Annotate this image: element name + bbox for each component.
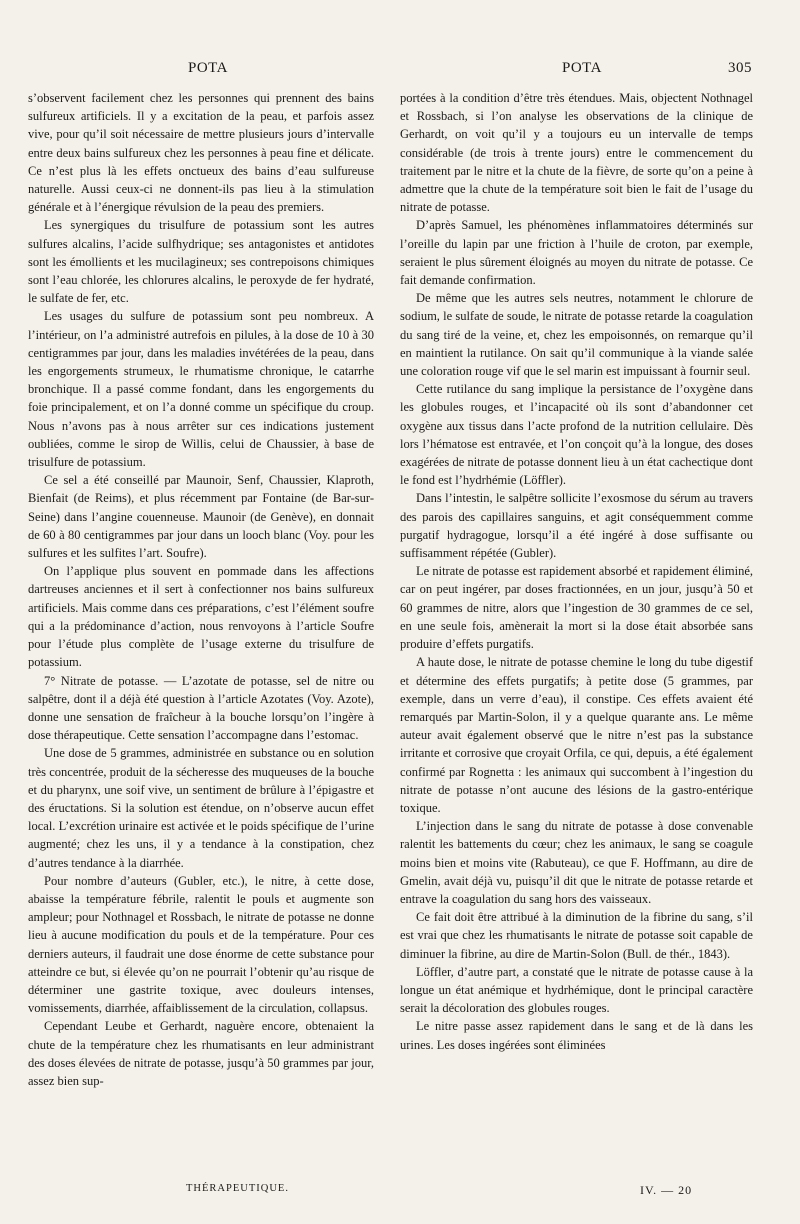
paragraph: Ce fait doit être attribué à la diminution de la fibrine du sang, s’il est vrai que chez les rhumatisants le nitrate de potasse soit capable de diminuer la fibrine, au dire de Martin-Solon (Bull. de thér., 1843).: [400, 910, 753, 961]
paragraph: Les usages du sulfure de potassium sont peu nombreux. A l’intérieur, on l’a administré autrefois en pilules, à la dose de 10 à 30 centigrammes par jour, dans les maladies invétérées de la peau, dans les engorgements strumeux, le rhumatisme chronique, le catarrhe bronchique. Il a passé comme fondant, dans les engorgements du foie principalement, et on l’a donné comme un spécifique du croup. Nous n’avons pas à nous arrêter sur ces indications justement oubliées, comme le sirop de Willis, celui de Chaussier, à base de trisulfure de potassium.: [28, 309, 374, 470]
paragraph: Le nitrate de potasse est rapidement absorbé et rapidement éliminé, car on peut ingérer, par doses fractionnées, en un jour, jusqu’à 50 et 60 grammes de nitre, alors que l’ingestion de 30 grammes de ce sel, en une seule fois, amènerait la mort si la dose était absorbée sans produire d’effets purgatifs.: [400, 564, 753, 652]
paragraph: Ce sel a été conseillé par Maunoir, Senf, Chaussier, Klaproth, Bienfait (de Reims), et plus récemment par Fontaine (de Bar-sur-Seine) dans l’angine couenneuse. Maunoir (de Genève), en donnait de 60 à 80 centigrammes par jour dans un looch blanc (Voy. pour les sulfures et les sulfites l’art. Soufre).: [28, 473, 374, 561]
paragraph: De même que les autres sels neutres, notamment le chlorure de sodium, le sulfate de soude, le nitrate de potasse retarde la coagulation du sang tiré de la veine, et, chez les empoisonnés, on remarque qu’il en maintient la rutilance. On sait qu’il communique à la viande salée une coloration rouge vif que le sel marin est impuissant à fournir seul.: [400, 291, 753, 379]
running-title-left: POTA: [188, 60, 228, 76]
paragraph: Dans l’intestin, le salpêtre sollicite l’exosmose du sérum au travers des parois des capillaires sanguins, et agit conséquemment comme purgatif hydragogue, lorsqu’il a été ingéré à dose suffisante ou suffisamment répétée (Gubler).: [400, 491, 753, 561]
paragraph: Löffler, d’autre part, a constaté que le nitrate de potasse cause à la longue un état anémique et hydrhémique, dont le principal caractère serait la décoloration des globules rouges.: [400, 964, 753, 1016]
volume-mark: IV. — 20: [640, 1183, 693, 1197]
printer-signature: THÉRAPEUTIQUE.: [186, 1183, 289, 1194]
paragraph: Le nitre passe assez rapidement dans le sang et de là dans les urines. Les doses ingérées sont éliminées: [400, 1019, 753, 1052]
paragraph: portées à la condition d’être très étendues. Mais, objectent Nothnagel et Rossbach, si l’on analyse les observations de la clinique de Gerhardt, on voit qu’il y a toujours eu un intervalle de temps considérable (de trois à trente jours) entre le commencement du traitement par le nitre et la chute de la fièvre, de sorte qu’on a peine à admettre que la chute de la température soit bien le fait de l’usage du nitrate de potasse.: [400, 91, 753, 215]
paragraph: On l’applique plus souvent en pommade dans les affections dartreuses anciennes et il sert à confectionner nos bains sulfureux artificiels. Mais comme dans ces préparations, c’est l’élément soufre qui a la prédominance d’action, nous renvoyons à l’article Soufre pour l’étude plus complète de l’usage externe du trisulfure de potassium.: [28, 564, 374, 670]
paragraph: Les synergiques du trisulfure de potassium sont les autres sulfures alcalins, l’acide sulfhydrique; ses antagonistes et antidotes sont les émollients et les mucilagineux; ses contrepoisons chimiques sont l’eau chlorée, les chlorures alcalins, le peroxyde de fer hydraté, le sulfate de fer, etc.: [28, 218, 374, 306]
paragraph: D’après Samuel, les phénomènes inflammatoires déterminés sur l’oreille du lapin par une friction à l’huile de croton, par exemple, seraient le plus sûrement éloignés au moyen du nitrate de potasse. Ce fait demande confirmation.: [400, 218, 753, 288]
left-column: [28, 89, 374, 1179]
paragraph: Cette rutilance du sang implique la persistance de l’oxygène dans les globules rouges, et l’incapacité où ils sont d’abandonner cet oxygène aux tissus dans l’acte profond de la nutrition cellulaire. Dès lors l’hématose est entravée, et l’on conçoit qu’à la longue, des doses exagérées de nitrate de potasse donnent lieu à un état cachectique dont le fond est l’hydrhémie (Löffler).: [400, 382, 753, 488]
section-heading-paragraph: 7° Nitrate de potasse. — L’azotate de potasse, sel de nitre ou salpêtre, dont il a déjà été question à l’article Azotates (Voy. Azote), donne une sensation de fraîcheur à la bouche lorsqu’on l’ingère à dose thérapeutique. Cette sensation l’accompagne dans l’estomac.: [28, 673, 374, 743]
running-title-right: POTA: [562, 60, 602, 76]
paragraph: s’observent facilement chez les personnes qui prennent des bains sulfureux artificiels. Il y a excitation de la peau, et parfois assez vive, pour qu’il soit nécessaire de mettre plusieurs jours d’intervalle entre deux bains sulfureux chez les personnes à peau fine et délicate. Ce n’est plus là les effets onctueux des bains d’eau sulfureuse naturelle. Aussi ceux-ci ne donnent-ils pas lieu à la stimulation générale et à l’énergique révulsion de la peau des premiers.: [28, 91, 374, 215]
paragraph: Une dose de 5 grammes, administrée en substance ou en solution très concentrée, produit de la sécheresse des muqueuses de la bouche et du pharynx, une soif vive, un sentiment de brûlure à l’épigastre et des éructations. Si la solution est étendue, on n’observe aucun effet local. L’excrétion urinaire est activée et le poids spécifique de l’urine augmenté; chez les uns, il y a tendance à la constipation, chez d’autres tendance à la diarrhée.: [28, 746, 374, 870]
paragraph: Pour nombre d’auteurs (Gubler, etc.), le nitre, à cette dose, abaisse la température fébrile, ralentit le pouls et augmente son ampleur; pour Nothnagel et Rossbach, le nitrate de potasse ne donne lieu à aucune modification du pouls et de la température. Pour ces derniers auteurs, il faudrait une dose énorme de cette substance pour atteindre ce but, si élevée qu’on ne pourrait l’obtenir qu’au risque de déterminer une gastrite toxique, avec douleurs intenses, vomissements, diarrhée, affaiblissement de la circulation, collapsus.: [28, 873, 374, 1016]
page-number: 305: [728, 60, 752, 76]
paragraph: Cependant Leube et Gerhardt, naguère encore, obtenaient la chute de la température chez les rhumatisants en leur administrant des doses élevées de nitrate de potasse, jusqu’à 50 grammes par jour, assez bien sup-: [28, 1019, 374, 1088]
paragraph: L’injection dans le sang du nitrate de potasse à dose convenable ralentit les battements du cœur; chez les animaux, le sang se coagule moins bien et moins vite (Rabuteau), ce que F. Hoffmann, au dire de Gmelin, avait déjà vu, puisqu’il dit que le nitrate de potasse retarde et entrave la coagulation du sang hors des vaisseaux.: [400, 819, 753, 906]
right-column: [400, 89, 753, 1179]
running-head: [0, 60, 800, 82]
paragraph: A haute dose, le nitrate de potasse chemine le long du tube digestif et détermine des effets purgatifs; à petite dose (5 grammes, par exemple, dans un verre d’eau), il constipe. Ces effets avaient été remarqués par Martin-Solon, il y a quelque quarante ans. Le même auteur avait également observé que le nitre n’est pas la substance irritante et corrosive que croyait Orfila, ce qui, depuis, a été également confirmé par Rognetta : les animaux qui succombent à l’ingestion du nitrate de potasse n’ont aucune des lésions de la gastro-entérique toxique.: [400, 655, 753, 815]
page-footer: [0, 1183, 800, 1203]
